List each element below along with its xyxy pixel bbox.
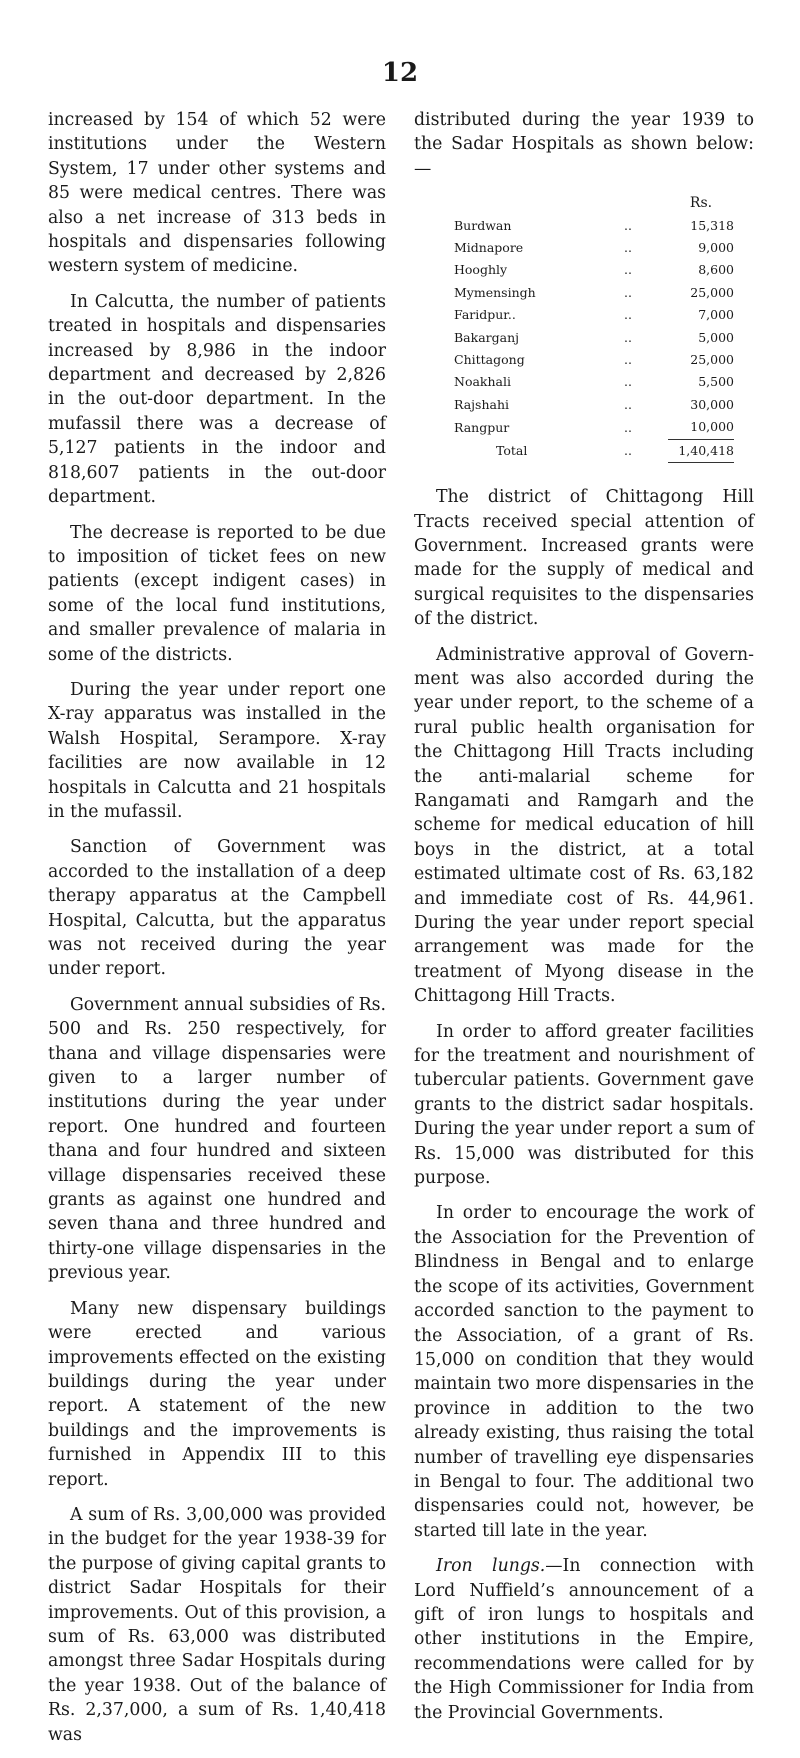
paragraph-continuation: increased by 154 of which 52 were institutions under the Western System, 17 under other systems and 85 were medical centres. There was also a net increase of 313 beds in hospitals and dispensaries following western system of medicine. (48, 110, 386, 277)
right-column (414, 108, 754, 1736)
table-row (454, 327, 734, 349)
paragraph-buildings: Many new dispensary buildings were erected and various improvements effected on the existing buildings during the year under report. A statement of the new buildings and the improvements is furnished in Appendix III to this report. (48, 1298, 386, 1490)
paragraph-decrease-reason: The decrease is reported to be due to imposition of ticket fees on new patients (except indigent cases) in some of the local fund institutions, and smaller prevalence of malaria in some of the districts. (48, 522, 386, 665)
total-dots: .. (624, 442, 632, 458)
leader-dots: .. (624, 329, 632, 345)
table-row (454, 371, 734, 393)
grant-amount: 30,000 (690, 396, 734, 412)
leader-dots: .. (624, 419, 632, 435)
grant-amount: 25,000 (690, 352, 734, 368)
grant-amount: 8,600 (698, 262, 734, 278)
district-name: Faridpur.. (454, 307, 516, 323)
leader-dots: .. (624, 396, 632, 412)
grant-amount: 5,000 (698, 329, 734, 345)
leader-dots: .. (624, 374, 632, 390)
table-row (454, 259, 734, 281)
left-column (48, 108, 386, 1758)
table-row (454, 394, 734, 416)
table-unit-row (454, 192, 734, 214)
iron-lungs-heading: Iron lungs. (436, 1556, 546, 1577)
grant-amount: 25,000 (690, 284, 734, 300)
district-name: Chittagong (454, 352, 525, 368)
leader-dots: .. (624, 240, 632, 256)
table-row (454, 304, 734, 326)
grant-amount: 5,500 (698, 374, 734, 390)
paragraph-administrative-approval: Administrative approval of Government was also accorded during the year under report, to the scheme of a rural public health organisation for the Chittagong Hill Tracts including the anti-malarial scheme for Rangamati and Ramgarh and the scheme for medical education of hill boys in the district, at a total estimated ultimate cost of Rs. 63,182 and immediate cost of Rs. 44,961. During the year under report special arrangement was made for the treatment of Myong disease in the Chittagong Hill Tracts. (414, 644, 754, 1007)
grant-amount: 7,000 (698, 307, 734, 323)
iron-lungs-text: —In connection with Lord Nuffield’s announcement of a gift of iron lungs to hospitals and other institutions in the Empire, recommendations were called for by the High Commissioner for India from the Provincial Governments. (414, 1556, 755, 1723)
district-name: Burdwan (454, 217, 512, 233)
table-row (454, 282, 734, 304)
district-name: Mymensingh (454, 284, 536, 300)
paragraph-subsidies: Government annual subsidies of Rs. 500 and Rs. 250 respectively, for thana and village dispensaries were given to a larger number of institutions during the year under report. One hundred and fourteen thana and four hundred and sixteen village dispensaries received these grants as against one hundred and seven thana and three hundred and thirty-one village dispensaries in the previous year. (48, 994, 386, 1284)
table-row (454, 237, 734, 259)
paragraph-distribution-intro: distributed during the year 1939 to the Sadar Hospitals as shown below:— (414, 110, 754, 179)
district-name: Rangpur (454, 419, 510, 435)
leader-dots: .. (624, 307, 632, 323)
paragraph-prevention-of-blindness: In order to encourage the work of the Association for the Prevention of Blindness in Bengal and to enlarge the scope of its activities, Government accorded sanction to the payment to the Association, of a grant of Rs. 15,000 on condition that they would maintain two more dispensaries in the province in addition to the two already existing, thus raising the total number of travelling eye dispensaries in Bengal to four. The additional two dispensaries could not, however, be started till late in the year. (414, 1203, 754, 1541)
grant-amount: 15,318 (690, 217, 734, 233)
total-amount: 1,40,418 (668, 439, 734, 462)
page-number: 12 (381, 58, 419, 88)
total-label: Total (496, 442, 528, 458)
table-row (454, 416, 734, 439)
leader-dots: .. (624, 352, 632, 368)
district-name: Rajshahi (454, 396, 509, 412)
district-name: Noakhali (454, 374, 511, 390)
sadar-hospital-grants-table (454, 192, 734, 463)
district-name: Midnapore (454, 240, 524, 256)
paragraph-x-ray: During the year under report one X-ray apparatus was installed in the Walsh Hospital, Serampore. X-ray facilities are now available in 12 hospitals in Calcutta and 21 hospitals in the mufassil. (48, 679, 386, 822)
table-row (454, 349, 734, 371)
district-name: Bakarganj (454, 329, 520, 345)
table-row (454, 215, 734, 237)
table-total-row (454, 439, 734, 462)
leader-dots: .. (624, 262, 632, 278)
paragraph-iron-lungs (414, 1554, 754, 1725)
paragraph-deep-therapy: Sanction of Government was accorded to the installation of a deep therapy apparatus at the Campbell Hospital, Calcutta, but the apparatus was not received during the year under report. (48, 837, 386, 980)
paragraph-chittagong-hill-tracts: The district of Chittagong Hill Tracts received special attention of Government. Increased grants were made for the supply of medical and surgical requisites to the dispensaries of the district. (414, 487, 754, 630)
paragraph-calcutta-patients: In Calcutta, the number of patients treated in hospitals and dispensaries increased by 8,986 in the indoor department and decreased by 2,826 in the out-door department. In the mufassil there was a decrease of 5,127 patients in the indoor and 818,607 patients in the out-door department. (48, 291, 386, 508)
leader-dots: .. (624, 217, 632, 233)
grant-amount: 10,000 (690, 419, 734, 435)
grant-amount: 9,000 (698, 240, 734, 256)
paragraph-tubercular-patients: In order to afford greater facilities for the treatment and nourishment of tubercular patients. Government gave grants to the district sadar hospitals. During the year under report a sum of Rs. 15,000 was distributed for this purpose. (414, 1021, 754, 1189)
paragraph-capital-grants: A sum of Rs. 3,00,000 was provided in the budget for the year 1938-39 for the purpose of giving capital grants to district Sadar Hospitals for their improvements. Out of this provision, a sum of Rs. 63,000 was distributed amongst three Sadar Hospitals during the year 1938. Out of the balance of Rs. 2,37,000, a sum of Rs. 1,40,418 was (48, 1504, 386, 1745)
leader-dots: .. (624, 284, 632, 300)
currency-unit: Rs. (689, 195, 713, 212)
district-name: Hooghly (454, 262, 508, 278)
